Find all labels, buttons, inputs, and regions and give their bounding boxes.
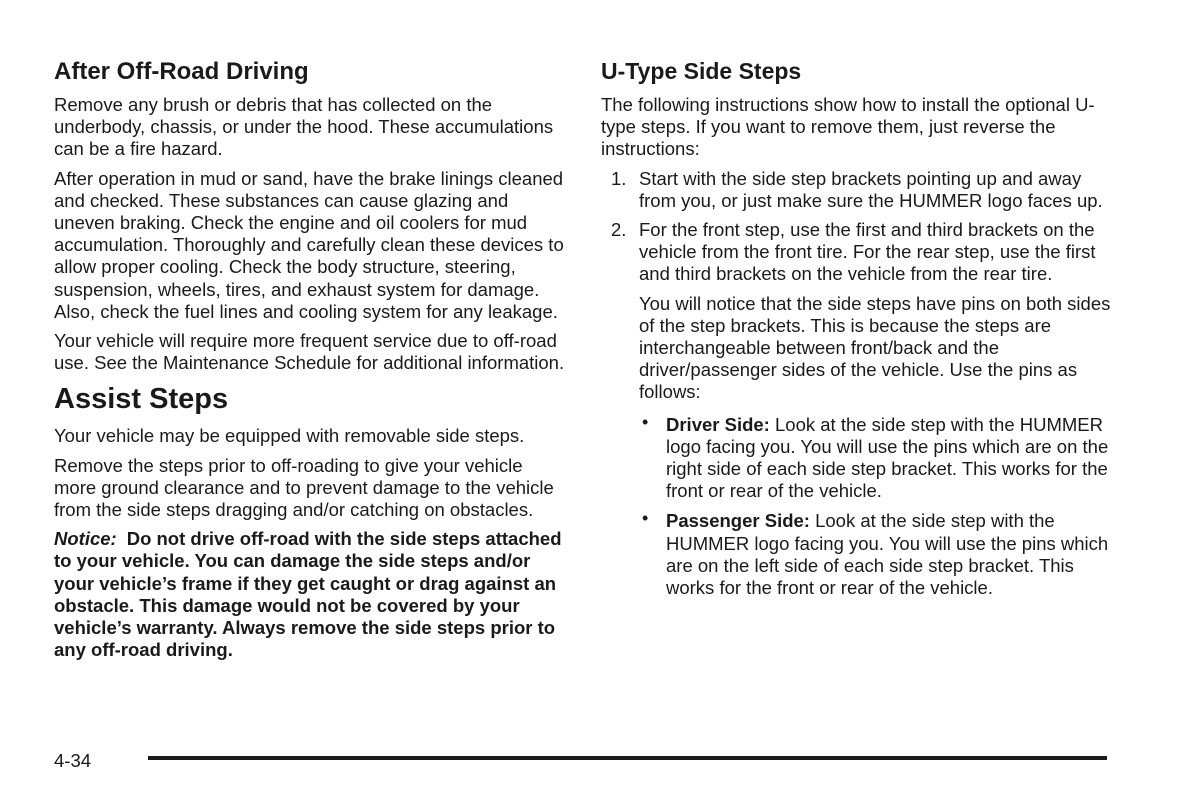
list-item [601,510,1113,599]
notice-label: Notice: [54,528,117,550]
right-column [601,56,1113,607]
steps-list [601,168,1113,286]
bullet-icon: • [642,508,649,529]
paragraph: The following instructions show how to install the optional U-type steps. If you want to remove them, just reverse the instructions: [601,94,1095,160]
notice-text: Do not drive off-road with the side steps attached to your vehicle. You can damage the side steps and/or your vehicle’s frame if they get caught or drag against an obstacle. This damage would not be covered by your vehicle’s warranty. Always remove the side steps prior to any off-road driving. [54,528,562,661]
list-item [601,168,1113,212]
bullet-label: Passenger Side: [666,510,810,532]
footer-rule [148,756,1107,760]
section-heading-after-off-road: After Off-Road Driving [54,58,309,85]
paragraph: Your vehicle will require more frequent service due to off-road use. See the Maintenance Schedule for additional information. [54,330,565,374]
step-number: 1. [611,167,627,189]
bullet-label: Driver Side: [666,413,770,435]
section-heading-u-type: U-Type Side Steps [601,58,802,84]
step-text: For the front step, use the first and third brackets on the vehicle from the front tire. For the rear step, use the first and third brackets on the vehicle from the rear tire. [639,219,1096,285]
page-number: 4-34 [54,750,92,771]
bullet-list [601,411,1113,600]
bullet-icon: • [642,411,649,432]
list-item [601,411,1113,503]
left-column [54,56,566,668]
paragraph: Remove any brush or debris that has collected on the underbody, chassis, or under the hood. These accumulations can be a fire hazard. [54,94,554,160]
paragraph: You will notice that the side steps have pins on both sides of the step brackets. This is because the steps are interchangeable between front/back and the driver/passenger sides of the vehicle. Use the pins as follows: [639,292,1111,403]
section-heading-assist-steps: Assist Steps [54,383,229,416]
paragraph: Your vehicle may be equipped with removable side steps. [54,425,525,447]
step-number: 2. [611,219,627,241]
paragraph: After operation in mud or sand, have the brake linings cleaned and checked. These substances can cause glazing and uneven braking. Check the engine and oil coolers for mud accumulation. Thoroughly and carefully clean these devices to allow proper cooling. Check the body structure, steering, suspension, wheels, tires, and exhaust system for damage. Also, check the fuel lines and cooling system for any leakage. [54,167,564,322]
notice-block [54,528,566,661]
list-item [601,219,1113,286]
bullet-text: Look at the side step with the HUMMER logo facing you. You will use the pins which are on the left side of each side step bracket. This works for the front or rear of the vehicle. [666,510,1109,599]
bullet-text: Look at the side step with the HUMMER logo facing you. You will use the pins which are on the right side of each side step bracket. This works for the front or rear of the vehicle. [666,413,1109,502]
step-text: Start with the side step brackets pointing up and away from you, or just make sure the HUMMER logo faces up. [639,167,1103,211]
paragraph: Remove the steps prior to off-roading to give your vehicle more ground clearance and to prevent damage to the vehicle from the side steps dragging and/or catching on obstacles. [54,454,554,521]
